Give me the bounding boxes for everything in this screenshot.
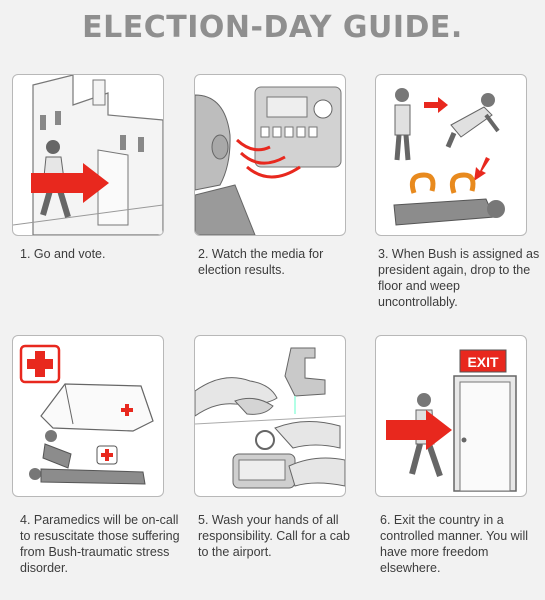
panel-watch-media xyxy=(194,74,346,236)
page-title: ELECTION-DAY GUIDE. xyxy=(82,10,463,45)
drop-weep-illustration xyxy=(376,75,526,235)
step-6-caption: 6. Exit the country in a controlled manner. You will have more freedom elsewhere. xyxy=(380,513,529,575)
panel-drop-weep xyxy=(375,74,527,236)
wash-hands-illustration xyxy=(195,336,345,496)
go-vote-illustration xyxy=(13,75,163,235)
panel-paramedics xyxy=(12,335,164,497)
step-2-caption: 2. Watch the media for election results. xyxy=(198,247,324,277)
panel-go-vote xyxy=(12,74,164,236)
step-3-caption: 3. When Bush is assigned as president again, drop to the floor and weep uncontrollably. xyxy=(378,247,540,309)
watch-media-illustration xyxy=(195,75,345,235)
step-5-caption: 5. Wash your hands of all responsibility. Call for a cab to the airport. xyxy=(198,513,350,559)
panel-exit-country xyxy=(375,335,527,497)
paramedics-illustration xyxy=(13,336,163,496)
exit-country-illustration xyxy=(376,336,526,496)
exit-sign-text: EXIT xyxy=(467,354,499,370)
step-4-caption: 4. Paramedics will be on-call to resuscitate those suffering from Bush-traumatic stress disorder. xyxy=(20,513,180,575)
panel-wash-hands xyxy=(194,335,346,497)
step-1-caption: 1. Go and vote. xyxy=(20,247,106,261)
